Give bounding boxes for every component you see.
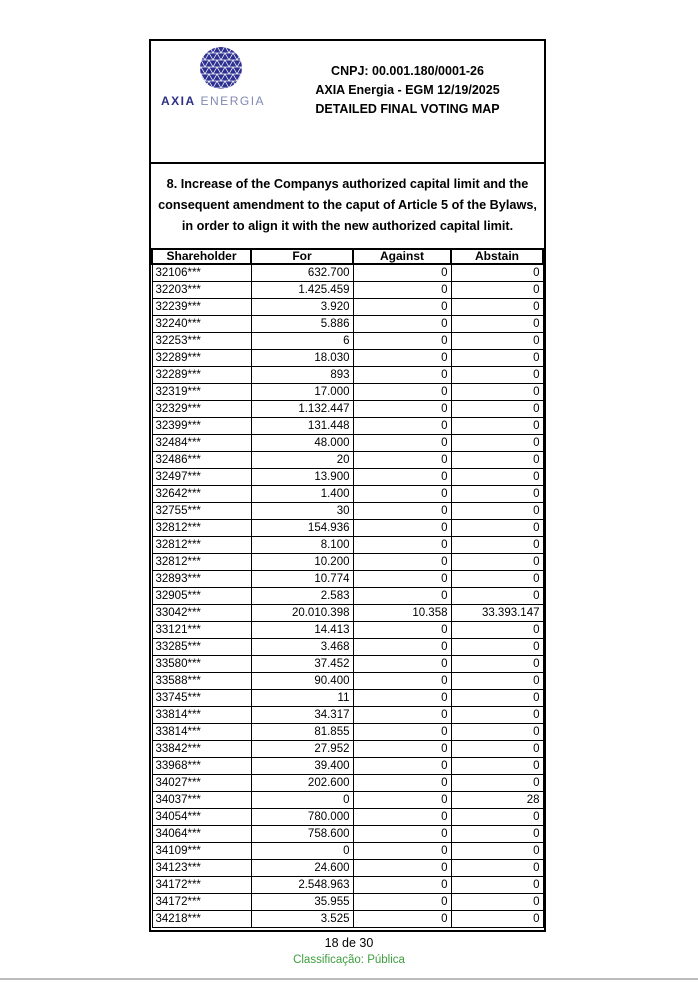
- table-row: [152, 690, 543, 707]
- abstain-cell: 0: [451, 401, 543, 418]
- against-cell: 0: [353, 435, 451, 452]
- table-row: [152, 911, 543, 928]
- for-cell: 10.200: [251, 554, 353, 571]
- shareholder-cell: 33285***: [152, 639, 251, 656]
- table-row: [152, 656, 543, 673]
- abstain-cell: 0: [451, 639, 543, 656]
- shareholder-cell: 33814***: [152, 724, 251, 741]
- shareholder-cell: 33968***: [152, 758, 251, 775]
- shareholder-cell: 33814***: [152, 707, 251, 724]
- for-cell: 6: [251, 333, 353, 350]
- for-cell: 24.600: [251, 860, 353, 877]
- against-cell: 0: [353, 690, 451, 707]
- for-cell: 1.132.447: [251, 401, 353, 418]
- logo-wordmark: [161, 94, 271, 108]
- shareholder-cell: 33588***: [152, 673, 251, 690]
- against-cell: 0: [353, 758, 451, 775]
- against-cell: 0: [353, 537, 451, 554]
- against-cell: 0: [353, 486, 451, 503]
- shareholder-cell: 32399***: [152, 418, 251, 435]
- against-cell: 0: [353, 264, 451, 282]
- table-row: [152, 316, 543, 333]
- abstain-cell: 0: [451, 741, 543, 758]
- shareholder-cell: 33580***: [152, 656, 251, 673]
- meeting-line: AXIA Energia - EGM 12/19/2025: [315, 83, 500, 97]
- shareholder-cell: 34218***: [152, 911, 251, 928]
- against-cell: 0: [353, 520, 451, 537]
- page-number: 18 de 30: [324, 936, 374, 950]
- against-cell: 0: [353, 452, 451, 469]
- for-cell: 11: [251, 690, 353, 707]
- header-title-block: [271, 41, 544, 162]
- for-cell: 13.900: [251, 469, 353, 486]
- shareholder-cell: 34109***: [152, 843, 251, 860]
- for-cell: 780.000: [251, 809, 353, 826]
- abstain-cell: 0: [451, 911, 543, 928]
- table-row: [152, 605, 543, 622]
- table-row: [152, 537, 543, 554]
- against-cell: 0: [353, 656, 451, 673]
- for-cell: 893: [251, 367, 353, 384]
- table-row: [152, 367, 543, 384]
- for-cell: 1.400: [251, 486, 353, 503]
- against-cell: 0: [353, 860, 451, 877]
- abstain-cell: 0: [451, 486, 543, 503]
- shareholder-cell: 33042***: [152, 605, 251, 622]
- for-cell: 10.774: [251, 571, 353, 588]
- against-cell: 0: [353, 741, 451, 758]
- table-row: [152, 435, 543, 452]
- column-header-abstain: Abstain: [451, 249, 543, 264]
- against-cell: 0: [353, 571, 451, 588]
- against-cell: 10.358: [353, 605, 451, 622]
- for-cell: 34.317: [251, 707, 353, 724]
- abstain-cell: 0: [451, 826, 543, 843]
- against-cell: 0: [353, 622, 451, 639]
- table-row: [152, 877, 543, 894]
- against-cell: 0: [353, 911, 451, 928]
- table-row: [152, 775, 543, 792]
- shareholder-cell: 34064***: [152, 826, 251, 843]
- shareholder-cell: 32812***: [152, 537, 251, 554]
- for-cell: 0: [251, 792, 353, 809]
- against-cell: 0: [353, 826, 451, 843]
- table-row: [152, 622, 543, 639]
- column-header-for: For: [251, 249, 353, 264]
- shareholder-cell: 32203***: [152, 282, 251, 299]
- shareholder-cell: 32893***: [152, 571, 251, 588]
- column-header-against: Against: [353, 249, 451, 264]
- table-row: [152, 826, 543, 843]
- abstain-cell: 0: [451, 452, 543, 469]
- for-cell: 30: [251, 503, 353, 520]
- abstain-cell: 0: [451, 333, 543, 350]
- for-cell: 2.548.963: [251, 877, 353, 894]
- shareholder-cell: 34037***: [152, 792, 251, 809]
- table-row: [152, 758, 543, 775]
- for-cell: 27.952: [251, 741, 353, 758]
- company-logo: [151, 41, 271, 162]
- for-cell: 758.600: [251, 826, 353, 843]
- table-row: [152, 282, 543, 299]
- for-cell: 35.955: [251, 894, 353, 911]
- against-cell: 0: [353, 809, 451, 826]
- shareholder-cell: 32497***: [152, 469, 251, 486]
- table-row: [152, 486, 543, 503]
- abstain-cell: 0: [451, 367, 543, 384]
- shareholder-cell: 34172***: [152, 894, 251, 911]
- against-cell: 0: [353, 384, 451, 401]
- abstain-cell: 33.393.147: [451, 605, 543, 622]
- abstain-cell: 0: [451, 877, 543, 894]
- against-cell: 0: [353, 418, 451, 435]
- abstain-cell: 0: [451, 418, 543, 435]
- shareholder-cell: 32253***: [152, 333, 251, 350]
- table-row: [152, 792, 543, 809]
- for-cell: 17.000: [251, 384, 353, 401]
- table-row: [152, 673, 543, 690]
- table-row: [152, 333, 543, 350]
- logo-sphere-icon: [197, 46, 245, 92]
- table-row: [152, 554, 543, 571]
- for-cell: 3.920: [251, 299, 353, 316]
- shareholder-cell: 32755***: [152, 503, 251, 520]
- document-header: [151, 41, 544, 164]
- abstain-cell: 0: [451, 299, 543, 316]
- shareholder-cell: 32486***: [152, 452, 251, 469]
- abstain-cell: 0: [451, 758, 543, 775]
- abstain-cell: 0: [451, 894, 543, 911]
- for-cell: 8.100: [251, 537, 353, 554]
- shareholder-cell: 32905***: [152, 588, 251, 605]
- for-cell: 202.600: [251, 775, 353, 792]
- for-cell: 0: [251, 843, 353, 860]
- shareholder-cell: 32289***: [152, 350, 251, 367]
- for-cell: 1.425.459: [251, 282, 353, 299]
- abstain-cell: 0: [451, 435, 543, 452]
- table-row: [152, 894, 543, 911]
- table-row: [152, 401, 543, 418]
- abstain-cell: 0: [451, 571, 543, 588]
- table-row: [152, 860, 543, 877]
- shareholder-cell: 34172***: [152, 877, 251, 894]
- shareholder-cell: 33121***: [152, 622, 251, 639]
- against-cell: 0: [353, 894, 451, 911]
- column-header-shareholder: Shareholder: [152, 249, 251, 264]
- document-frame: [149, 39, 546, 932]
- against-cell: 0: [353, 554, 451, 571]
- against-cell: 0: [353, 792, 451, 809]
- for-cell: 90.400: [251, 673, 353, 690]
- classification-label: Classificação: Pública: [293, 954, 405, 966]
- table-row: [152, 571, 543, 588]
- shareholder-cell: 34054***: [152, 809, 251, 826]
- voting-table: [151, 248, 544, 928]
- table-row: [152, 299, 543, 316]
- against-cell: 0: [353, 401, 451, 418]
- for-cell: 154.936: [251, 520, 353, 537]
- abstain-cell: 0: [451, 537, 543, 554]
- abstain-cell: 0: [451, 554, 543, 571]
- table-row: [152, 639, 543, 656]
- abstain-cell: 0: [451, 384, 543, 401]
- for-cell: 3.468: [251, 639, 353, 656]
- for-cell: 20.010.398: [251, 605, 353, 622]
- against-cell: 0: [353, 469, 451, 486]
- for-cell: 20: [251, 452, 353, 469]
- abstain-cell: 0: [451, 707, 543, 724]
- against-cell: 0: [353, 724, 451, 741]
- shareholder-cell: 32484***: [152, 435, 251, 452]
- abstain-cell: 0: [451, 673, 543, 690]
- shareholder-cell: 32239***: [152, 299, 251, 316]
- shareholder-cell: 32812***: [152, 554, 251, 571]
- table-header-row: [152, 249, 543, 264]
- table-row: [152, 350, 543, 367]
- shareholder-cell: 34123***: [152, 860, 251, 877]
- abstain-cell: 0: [451, 264, 543, 282]
- for-cell: 39.400: [251, 758, 353, 775]
- abstain-cell: 0: [451, 316, 543, 333]
- abstain-cell: 0: [451, 520, 543, 537]
- logo-wordmark-energia: ENERGIA: [200, 94, 266, 108]
- abstain-cell: 0: [451, 503, 543, 520]
- shareholder-cell: 33745***: [152, 690, 251, 707]
- abstain-cell: 0: [451, 350, 543, 367]
- against-cell: 0: [353, 367, 451, 384]
- table-row: [152, 452, 543, 469]
- against-cell: 0: [353, 282, 451, 299]
- table-row: [152, 264, 543, 282]
- for-cell: 18.030: [251, 350, 353, 367]
- abstain-cell: 0: [451, 809, 543, 826]
- shareholder-cell: 33842***: [152, 741, 251, 758]
- against-cell: 0: [353, 843, 451, 860]
- against-cell: 0: [353, 316, 451, 333]
- for-cell: 5.886: [251, 316, 353, 333]
- against-cell: 0: [353, 639, 451, 656]
- shareholder-cell: 32812***: [152, 520, 251, 537]
- table-row: [152, 843, 543, 860]
- cnpj-line: CNPJ: 00.001.180/0001-26: [331, 64, 484, 78]
- for-cell: 48.000: [251, 435, 353, 452]
- for-cell: 632.700: [251, 264, 353, 282]
- shareholder-cell: 32642***: [152, 486, 251, 503]
- table-row: [152, 520, 543, 537]
- against-cell: 0: [353, 707, 451, 724]
- for-cell: 37.452: [251, 656, 353, 673]
- for-cell: 2.583: [251, 588, 353, 605]
- abstain-cell: 0: [451, 775, 543, 792]
- against-cell: 0: [353, 350, 451, 367]
- abstain-cell: 0: [451, 843, 543, 860]
- abstain-cell: 28: [451, 792, 543, 809]
- abstain-cell: 0: [451, 622, 543, 639]
- for-cell: 81.855: [251, 724, 353, 741]
- table-row: [152, 809, 543, 826]
- shareholder-cell: 32240***: [152, 316, 251, 333]
- abstain-cell: 0: [451, 860, 543, 877]
- shareholder-cell: 32289***: [152, 367, 251, 384]
- against-cell: 0: [353, 503, 451, 520]
- against-cell: 0: [353, 299, 451, 316]
- shareholder-cell: 32319***: [152, 384, 251, 401]
- table-row: [152, 418, 543, 435]
- logo-wordmark-axia: AXIA: [161, 94, 196, 108]
- against-cell: 0: [353, 333, 451, 350]
- abstain-cell: 0: [451, 588, 543, 605]
- shareholder-cell: 32329***: [152, 401, 251, 418]
- voting-table-body: [152, 264, 543, 928]
- shareholder-cell: 32106***: [152, 264, 251, 282]
- for-cell: 14.413: [251, 622, 353, 639]
- abstain-cell: 0: [451, 724, 543, 741]
- against-cell: 0: [353, 877, 451, 894]
- table-row: [152, 741, 543, 758]
- report-title: DETAILED FINAL VOTING MAP: [315, 102, 500, 116]
- abstain-cell: 0: [451, 690, 543, 707]
- abstain-cell: 0: [451, 656, 543, 673]
- against-cell: 0: [353, 673, 451, 690]
- table-row: [152, 724, 543, 741]
- for-cell: 3.525: [251, 911, 353, 928]
- table-row: [152, 384, 543, 401]
- against-cell: 0: [353, 775, 451, 792]
- abstain-cell: 0: [451, 282, 543, 299]
- abstain-cell: 0: [451, 469, 543, 486]
- table-row: [152, 707, 543, 724]
- for-cell: 131.448: [251, 418, 353, 435]
- against-cell: 0: [353, 588, 451, 605]
- table-row: [152, 588, 543, 605]
- agenda-item-8-text: 8. Increase of the Companys authorized capital limit and the consequent amendment to the caput of Article 5 of the Bylaws, in order to align it with the new authorized capital limit.: [158, 177, 537, 233]
- page-bottom-rule: [0, 978, 698, 980]
- table-row: [152, 469, 543, 486]
- table-row: [152, 503, 543, 520]
- shareholder-cell: 34027***: [152, 775, 251, 792]
